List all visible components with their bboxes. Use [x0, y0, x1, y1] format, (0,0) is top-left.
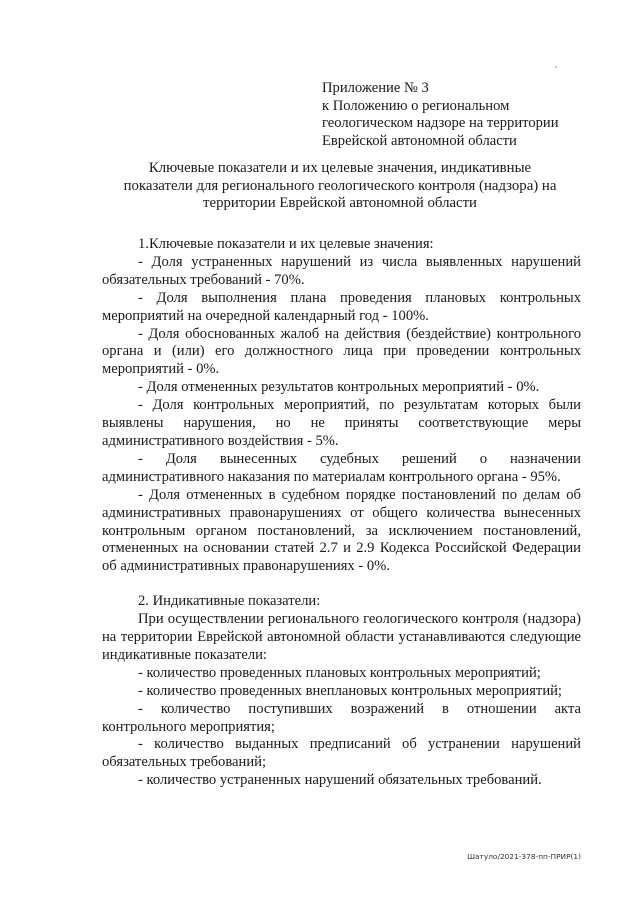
scan-speck: [555, 66, 557, 68]
section2-intro: При осуществлении регионального геологического контроля (надзора) на территории Еврейской автономной области устанавливаются следующие индикативные показатели:: [102, 611, 581, 663]
section2-heading: 2. Индикативные показатели:: [138, 593, 321, 610]
appendix-line: геологическом надзоре на территории: [322, 115, 559, 131]
section2-item: - количество проведенных внеплановых контрольных мероприятий;: [138, 682, 562, 699]
section1-heading: 1.Ключевые показатели и их целевые значения:: [138, 236, 434, 252]
section1-item: - Доля отмененных в судебном порядке постановлений по делам об административных правонарушениях от общего количества вынесенных контрольным органом постановлений, за исключением постановлений, отмененных на основании статей 2.7 и 2.9 Кодекса Российской Федерации об административных правонарушениях - 0%.: [102, 486, 581, 575]
section2-item: - количество устраненных нарушений обязательных требований.: [138, 772, 542, 789]
title-line: Ключевые показатели и их целевые значения, индикативные: [148, 160, 532, 176]
section1-item: - Доля вынесенных судебных решений о назначении административного наказания по материалам контрольного органа - 95%.: [102, 450, 581, 485]
document-title: [60, 160, 620, 213]
appendix-line: к Положению о региональном: [322, 97, 510, 114]
appendix-block: [322, 80, 559, 150]
section2-item: - количество поступивших возражений в отношении акта контрольного мероприятия;: [102, 700, 581, 735]
section1-item: - Доля отмененных результатов контрольных мероприятий - 0%.: [138, 379, 540, 396]
section2-item: - количество выданных предписаний об устранении нарушений обязательных требований;: [102, 736, 581, 771]
title-line: территории Еврейской автономной области: [203, 195, 477, 211]
section1-item: - Доля обоснованных жалоб на действия (бездействие) контрольного органа и (или) его должностного лица при проведении контрольных мероприятий - 0%.: [102, 325, 581, 378]
appendix-line: Приложение № 3: [322, 80, 429, 96]
section1-item: - Доля контрольных мероприятий, по результатам которых были выявлены нарушения, но не приняты соответствующие меры административного воздействия - 5%.: [102, 397, 581, 449]
appendix-line: Еврейской автономной области: [322, 132, 517, 149]
document-footer-code: Шатуло/2021-378-пп-ПРИР(1): [467, 852, 581, 861]
section2-item: - количество проведенных плановых контрольных мероприятий;: [138, 664, 541, 681]
title-line: показатели для регионального геологического контроля (надзора) на: [123, 177, 557, 194]
section1-item: - Доля выполнения плана проведения плановых контрольных мероприятий на очередной календарный год - 100%.: [102, 289, 581, 324]
section-spacer: [102, 576, 581, 593]
document-body: [102, 236, 581, 790]
section1-item: - Доля устраненных нарушений из числа выявленных нарушений обязательных требований - 70%.: [102, 253, 581, 288]
